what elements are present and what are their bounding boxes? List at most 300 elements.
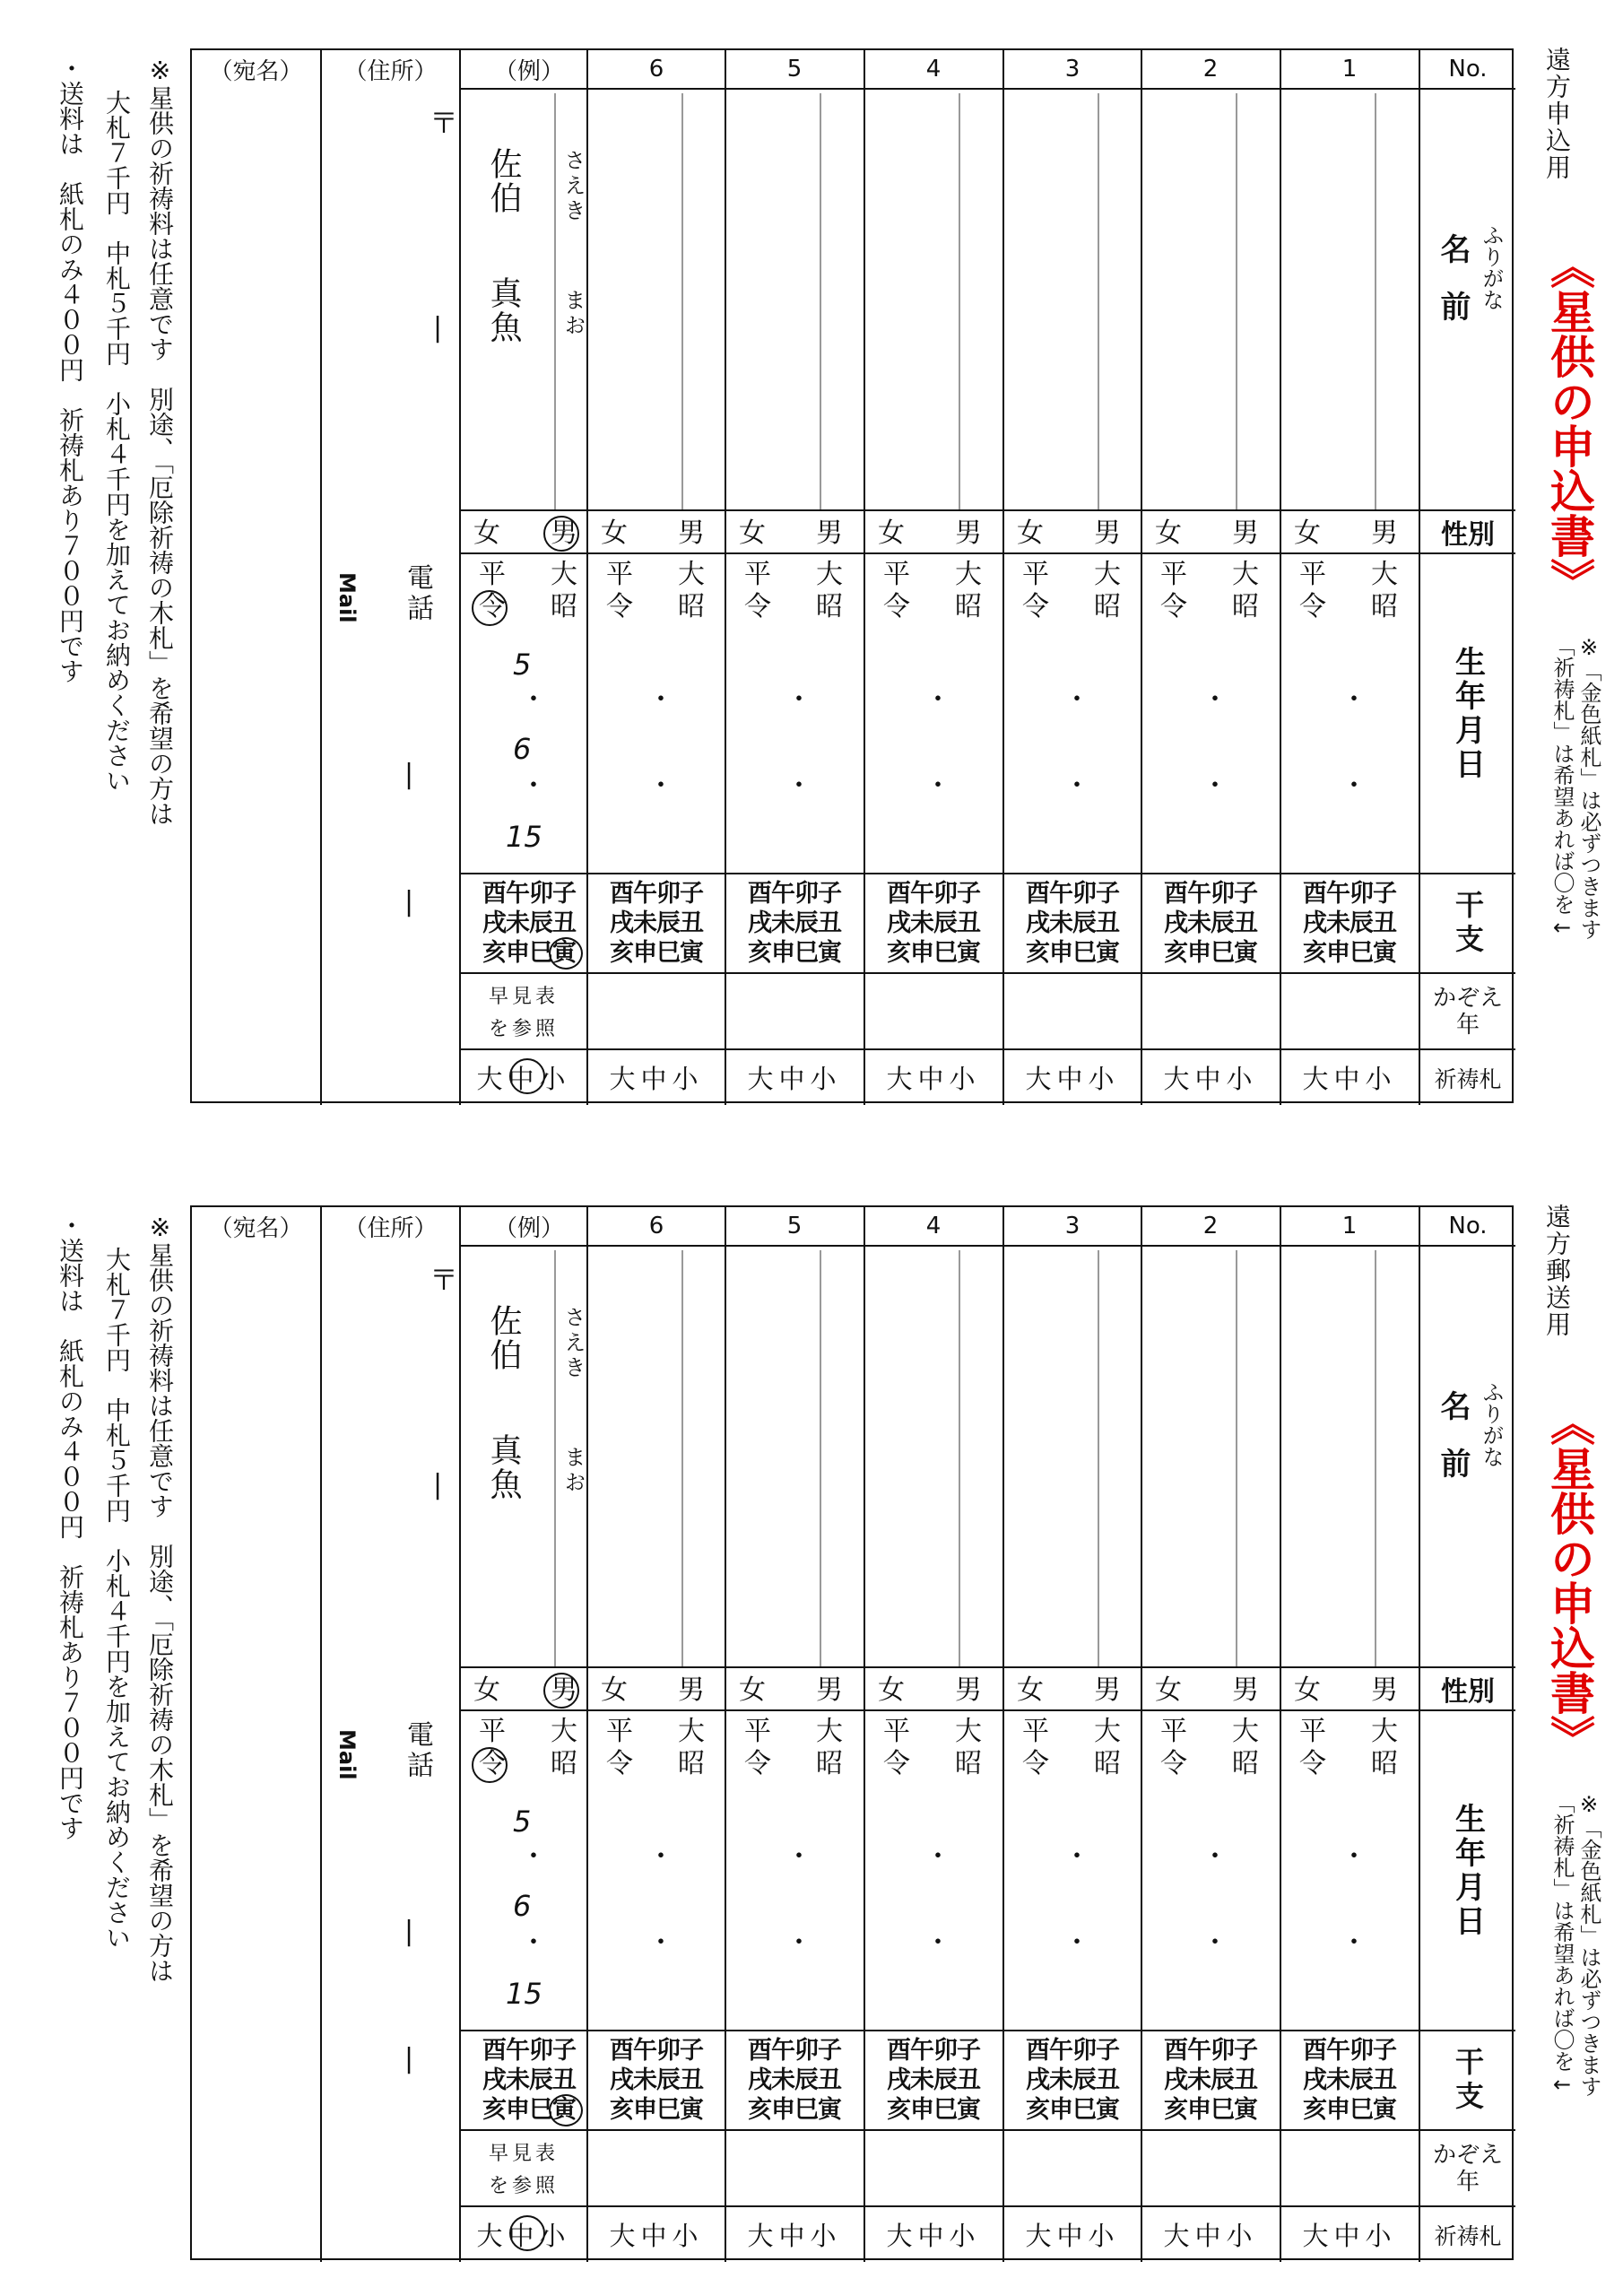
era-taisho[interactable]: 大 xyxy=(1094,559,1121,590)
date-dot-1: ・ xyxy=(520,684,547,716)
birth-field[interactable] xyxy=(1004,554,1141,873)
no-label: No. xyxy=(1448,56,1488,83)
phone-dash-1: | xyxy=(404,1916,414,1947)
name-field[interactable] xyxy=(865,90,1002,509)
era-taisho[interactable]: 大 xyxy=(955,559,982,590)
date-dot-1: ・ xyxy=(1341,684,1367,716)
birth-field[interactable] xyxy=(588,1711,725,2030)
postal-mark: 〒 xyxy=(430,1263,459,1297)
reiwa-selected-circle xyxy=(472,590,508,626)
era-reiwa[interactable]: 令 xyxy=(1160,591,1187,622)
kazoe-note-1: 早見表 xyxy=(488,986,559,1008)
kazoe-field[interactable] xyxy=(1142,974,1279,1048)
column-number: 3 xyxy=(1064,1213,1081,1239)
example-furigana-given: まお xyxy=(560,289,586,339)
era-reiwa[interactable]: 令 xyxy=(744,591,771,622)
era-showa[interactable]: 昭 xyxy=(678,1748,705,1779)
kazoe-field[interactable] xyxy=(865,2131,1002,2205)
example-day: 15 xyxy=(506,1977,542,2011)
addressee-field[interactable] xyxy=(192,88,320,1105)
fee-sizes-note: 大札７千円 中札５千円 小札４千円を加えてお納めください xyxy=(102,1247,132,1950)
column-number: 5 xyxy=(786,56,803,83)
entry-column-4 xyxy=(865,1207,1002,2262)
phone-dash-2: | xyxy=(404,886,414,918)
entry-column-5 xyxy=(726,50,863,1105)
eto-options[interactable] xyxy=(726,874,863,972)
era-showa[interactable]: 昭 xyxy=(551,591,577,622)
example-column xyxy=(461,1207,586,2262)
sex-options xyxy=(461,511,597,552)
sex-male-option[interactable]: 男 xyxy=(816,517,843,549)
eto-options[interactable] xyxy=(865,874,1002,972)
era-heisei[interactable]: 平 xyxy=(744,559,771,590)
prayer-tag-size-options[interactable]: 大中小 xyxy=(1025,2221,1120,2251)
kazoe-field[interactable] xyxy=(1004,974,1141,1048)
sex-male-option[interactable]: 男 xyxy=(955,517,982,549)
era-reiwa[interactable]: 令 xyxy=(1160,1748,1187,1779)
eto-row-3: 亥申巳寅 xyxy=(1026,939,1119,967)
prayer-tag-size-options[interactable]: 大中小 xyxy=(1163,1064,1258,1094)
era-taisho[interactable]: 大 xyxy=(1232,559,1259,590)
eto-options[interactable] xyxy=(1004,874,1141,972)
eto-row-2: 戌未辰丑 xyxy=(1164,909,1257,937)
sex-female-option[interactable]: 女 xyxy=(1017,517,1044,549)
kitoufuda-label: 祈祷札 xyxy=(1434,2222,1502,2249)
sex-male-option[interactable]: 男 xyxy=(678,517,705,549)
example-day: 15 xyxy=(506,820,542,854)
date-dot-2: ・ xyxy=(924,770,951,802)
eto-row-3: 亥申巳寅 xyxy=(1164,939,1257,967)
eto-options[interactable] xyxy=(1281,2031,1418,2129)
column-number: 1 xyxy=(1341,56,1358,83)
mail-label: Mail xyxy=(334,1729,360,1780)
application-table xyxy=(190,1205,1514,2260)
eto-options[interactable] xyxy=(1004,2031,1141,2129)
kazoe-field[interactable] xyxy=(1142,2131,1279,2205)
sex-options xyxy=(1142,1668,1279,1709)
entry-column-1 xyxy=(1281,1207,1418,2262)
eto-row-1: 酉午卯子 xyxy=(1026,880,1119,908)
no-label: No. xyxy=(1448,1213,1488,1239)
eto-row-3: 亥申巳寅 xyxy=(887,2096,980,2124)
phone-label: 電話 xyxy=(402,1720,433,1781)
eto-row-1: 酉午卯子 xyxy=(1164,880,1257,908)
sex-options xyxy=(1281,1668,1418,1709)
sex-male-option[interactable]: 男 xyxy=(955,1674,982,1706)
kazoe-field[interactable] xyxy=(1281,2131,1418,2205)
kazoe-field[interactable] xyxy=(588,2131,725,2205)
era-showa[interactable]: 昭 xyxy=(1371,591,1398,622)
prayer-tag-note: 「祈祷札」は希望あれば〇を← xyxy=(1549,1792,1575,2097)
sex-female-option[interactable]: 女 xyxy=(473,517,500,549)
era-heisei[interactable]: 平 xyxy=(883,1716,910,1747)
column-number: （例） xyxy=(493,1214,564,1242)
era-reiwa[interactable]: 令 xyxy=(883,591,910,622)
name-field[interactable] xyxy=(865,1247,1002,1666)
address-field[interactable] xyxy=(322,1245,459,2262)
era-reiwa[interactable]: 令 xyxy=(883,1748,910,1779)
sex-male-option[interactable]: 男 xyxy=(1232,1674,1259,1706)
sex-female-option[interactable]: 女 xyxy=(1155,1674,1182,1706)
sex-options xyxy=(588,511,725,552)
era-showa[interactable]: 昭 xyxy=(1094,591,1121,622)
eto-options[interactable] xyxy=(1142,874,1279,972)
name-field[interactable] xyxy=(461,1247,597,1666)
sex-options xyxy=(1004,511,1141,552)
eto-options[interactable] xyxy=(461,874,597,972)
eto-row-2: 戌未辰丑 xyxy=(610,909,703,937)
eto-options[interactable] xyxy=(726,2031,863,2129)
date-dot-2: ・ xyxy=(520,1927,547,1959)
entry-column-6 xyxy=(588,1207,725,2262)
mail-label: Mail xyxy=(334,572,360,623)
eto-options[interactable] xyxy=(588,874,725,972)
era-reiwa[interactable]: 令 xyxy=(479,1748,506,1779)
entry-column-2 xyxy=(1142,1207,1279,2262)
eto-row-2: 戌未辰丑 xyxy=(482,909,576,937)
era-heisei[interactable]: 平 xyxy=(479,1716,506,1747)
example-given-name: 真魚 xyxy=(485,1433,522,1501)
furigana-label: ふりがな xyxy=(1479,224,1504,310)
era-showa[interactable]: 昭 xyxy=(551,1748,577,1779)
entry-column-4 xyxy=(865,50,1002,1105)
kazoe-field[interactable] xyxy=(726,974,863,1048)
era-heisei[interactable]: 平 xyxy=(744,1716,771,1747)
kazoe-label: かぞえ年 xyxy=(1432,984,1503,1039)
eto-row-3: 亥申巳寅 xyxy=(610,2096,703,2124)
column-number: 1 xyxy=(1341,1213,1358,1239)
name-field[interactable] xyxy=(461,90,597,509)
era-heisei[interactable]: 平 xyxy=(1160,559,1187,590)
eto-row-1: 酉午卯子 xyxy=(887,880,980,908)
era-showa[interactable]: 昭 xyxy=(955,591,982,622)
name-field[interactable] xyxy=(1142,90,1279,509)
date-dot-2: ・ xyxy=(1063,770,1090,802)
era-reiwa[interactable]: 令 xyxy=(1299,591,1326,622)
eto-row-2: 戌未辰丑 xyxy=(482,2066,576,2094)
prayer-tag-size-options[interactable]: 大中小 xyxy=(747,1064,842,1094)
eto-row-1: 酉午卯子 xyxy=(610,880,703,908)
sex-label: 性別 xyxy=(1441,1676,1495,1708)
birth-field[interactable] xyxy=(726,1711,863,2030)
date-dot-1: ・ xyxy=(785,684,812,716)
date-dot-2: ・ xyxy=(647,1927,674,1959)
era-showa[interactable]: 昭 xyxy=(1232,1748,1259,1779)
column-number: 2 xyxy=(1202,56,1219,83)
example-given-name: 真魚 xyxy=(485,276,522,344)
prayer-tag-size-options[interactable]: 大中小 xyxy=(476,1064,571,1094)
name-field[interactable] xyxy=(726,1247,863,1666)
sex-options xyxy=(1004,1668,1141,1709)
example-furigana-family: さえき xyxy=(560,1306,586,1381)
column-number: 4 xyxy=(925,1213,942,1239)
eto-options[interactable] xyxy=(461,2031,597,2129)
era-heisei[interactable]: 平 xyxy=(1299,559,1326,590)
sex-options xyxy=(588,1668,725,1709)
sex-male-option[interactable]: 男 xyxy=(1371,1674,1398,1706)
sex-options xyxy=(1142,511,1279,552)
era-showa[interactable]: 昭 xyxy=(1094,1748,1121,1779)
eto-options[interactable] xyxy=(588,2031,725,2129)
eto-row-2: 戌未辰丑 xyxy=(748,2066,841,2094)
prayer-tag-size-options[interactable]: 大中小 xyxy=(476,2221,571,2251)
sex-female-option[interactable]: 女 xyxy=(739,517,766,549)
eto-row-1: 酉午卯子 xyxy=(1164,2037,1257,2065)
era-reiwa[interactable]: 令 xyxy=(606,591,633,622)
eto-row-3: 亥申巳寅 xyxy=(1303,939,1396,967)
entry-column-1 xyxy=(1281,50,1418,1105)
sex-female-option[interactable]: 女 xyxy=(739,1674,766,1706)
name-label: 名前 xyxy=(1435,233,1471,348)
sex-options xyxy=(865,1668,1002,1709)
name-field[interactable] xyxy=(1142,1247,1279,1666)
date-dot-1: ・ xyxy=(520,1841,547,1873)
birth-label-cell xyxy=(1420,1711,1515,2030)
date-dot-1: ・ xyxy=(1202,684,1228,716)
era-reiwa[interactable]: 令 xyxy=(479,591,506,622)
birth-field[interactable] xyxy=(1281,554,1418,873)
name-field[interactable] xyxy=(1281,1247,1418,1666)
eto-options[interactable] xyxy=(1142,2031,1279,2129)
name-field[interactable] xyxy=(1004,90,1141,509)
eto-row-1: 酉午卯子 xyxy=(1026,2037,1119,2065)
date-dot-1: ・ xyxy=(924,1841,951,1873)
era-taisho[interactable]: 大 xyxy=(678,1716,705,1747)
birth-field[interactable] xyxy=(588,554,725,873)
entry-column-5 xyxy=(726,1207,863,2262)
sex-male-option[interactable]: 男 xyxy=(551,517,577,549)
era-heisei[interactable]: 平 xyxy=(1022,1716,1049,1747)
era-showa[interactable]: 昭 xyxy=(955,1748,982,1779)
prayer-tag-size-options[interactable]: 大中小 xyxy=(609,2221,704,2251)
example-furigana-family: さえき xyxy=(560,149,586,224)
postal-dash: | xyxy=(433,312,443,344)
eto-row-1: 酉午卯子 xyxy=(482,2037,576,2065)
date-dot-2: ・ xyxy=(520,770,547,802)
fee-note: ※星供の祈祷料は任意です 別途、「厄除祈祷の木札」を希望の方は xyxy=(145,1213,175,1983)
kazoe-note-2: を参照 xyxy=(488,1018,559,1040)
birth-label: 生年月日 xyxy=(1449,645,1486,782)
eto-row-2: 戌未辰丑 xyxy=(610,2066,703,2094)
eto-row-2: 戌未辰丑 xyxy=(1026,909,1119,937)
eto-options[interactable] xyxy=(865,2031,1002,2129)
era-reiwa[interactable]: 令 xyxy=(1022,591,1049,622)
sex-female-option[interactable]: 女 xyxy=(878,517,905,549)
eto-row-1: 酉午卯子 xyxy=(482,880,576,908)
era-taisho[interactable]: 大 xyxy=(1232,1716,1259,1747)
date-dot-1: ・ xyxy=(1063,684,1090,716)
sex-female-option[interactable]: 女 xyxy=(473,1674,500,1706)
era-reiwa[interactable]: 令 xyxy=(1299,1748,1326,1779)
eto-row-3: 亥申巳寅 xyxy=(748,939,841,967)
example-year: 5 xyxy=(513,648,532,682)
example-year: 5 xyxy=(513,1805,532,1839)
era-taisho[interactable]: 大 xyxy=(816,1716,843,1747)
era-heisei[interactable]: 平 xyxy=(479,559,506,590)
sex-female-option[interactable]: 女 xyxy=(878,1674,905,1706)
sex-male-option[interactable]: 男 xyxy=(816,1674,843,1706)
date-dot-2: ・ xyxy=(924,1927,951,1959)
birth-field[interactable] xyxy=(865,554,1002,873)
eto-row-3: 亥申巳寅 xyxy=(610,939,703,967)
birth-field[interactable] xyxy=(726,554,863,873)
eto-row-2: 戌未辰丑 xyxy=(887,909,980,937)
era-reiwa[interactable]: 令 xyxy=(744,1748,771,1779)
furigana-label: ふりがな xyxy=(1479,1381,1504,1467)
prayer-tag-size-options[interactable]: 大中小 xyxy=(886,2221,981,2251)
kazoe-field[interactable] xyxy=(588,974,725,1048)
name-field[interactable] xyxy=(588,1247,725,1666)
addressee-label: （宛名） xyxy=(209,1214,303,1242)
era-taisho[interactable]: 大 xyxy=(1371,1716,1398,1747)
name-label-cell xyxy=(1420,90,1515,509)
prayer-tag-size-options[interactable]: 大中小 xyxy=(1163,2221,1258,2251)
male-selected-circle xyxy=(543,516,579,552)
prayer-tag-size-options[interactable]: 大中小 xyxy=(609,1064,704,1094)
era-taisho[interactable]: 大 xyxy=(816,559,843,590)
medium-selected-circle xyxy=(509,1058,545,1094)
kazoe-field[interactable] xyxy=(726,2131,863,2205)
sex-female-option[interactable]: 女 xyxy=(601,517,628,549)
kazoe-field[interactable] xyxy=(865,974,1002,1048)
sex-male-option[interactable]: 男 xyxy=(1094,517,1121,549)
name-label: 名前 xyxy=(1435,1390,1471,1505)
birth-field[interactable] xyxy=(1142,554,1279,873)
sex-male-option[interactable]: 男 xyxy=(1232,517,1259,549)
column-number: 4 xyxy=(925,56,942,83)
postal-mark: 〒 xyxy=(430,106,459,140)
name-field[interactable] xyxy=(726,90,863,509)
era-showa[interactable]: 昭 xyxy=(1371,1748,1398,1779)
birth-label: 生年月日 xyxy=(1449,1802,1486,1939)
eto-row-2: 戌未辰丑 xyxy=(1303,909,1396,937)
prayer-tag-note: 「祈祷札」は希望あれば〇を← xyxy=(1549,635,1575,940)
era-heisei[interactable]: 平 xyxy=(606,559,633,590)
kazoe-field[interactable] xyxy=(1004,2131,1141,2205)
addressee-field[interactable] xyxy=(192,1245,320,2262)
era-showa[interactable]: 昭 xyxy=(678,591,705,622)
era-showa[interactable]: 昭 xyxy=(816,1748,843,1779)
birth-field[interactable] xyxy=(1004,1711,1141,2030)
sex-female-option[interactable]: 女 xyxy=(601,1674,628,1706)
date-dot-2: ・ xyxy=(1202,1927,1228,1959)
entry-column-3 xyxy=(1004,50,1141,1105)
kazoe-field[interactable] xyxy=(461,974,597,1048)
address-label: （住所） xyxy=(343,57,438,85)
sex-options xyxy=(865,511,1002,552)
column-number: 2 xyxy=(1202,1213,1219,1239)
shipping-note: ・送料は 紙札のみ４００円 祈祷札あり７００円です xyxy=(56,56,85,683)
eto-row-3: 亥申巳寅 xyxy=(482,939,576,967)
column-number: 6 xyxy=(648,1213,664,1239)
entry-column-6 xyxy=(588,50,725,1105)
era-taisho[interactable]: 大 xyxy=(551,1716,577,1747)
example-family-name: 佐伯 xyxy=(485,147,522,215)
form-title: 《星供の申込書》 xyxy=(1543,244,1595,603)
era-heisei[interactable]: 平 xyxy=(1160,1716,1187,1747)
sex-male-option[interactable]: 男 xyxy=(678,1674,705,1706)
sex-female-option[interactable]: 女 xyxy=(1294,1674,1321,1706)
male-selected-circle xyxy=(543,1673,579,1709)
eto-row-1: 酉午卯子 xyxy=(748,880,841,908)
date-dot-1: ・ xyxy=(1341,1841,1367,1873)
sex-female-option[interactable]: 女 xyxy=(1017,1674,1044,1706)
sex-male-option[interactable]: 男 xyxy=(551,1674,577,1706)
kazoe-field[interactable] xyxy=(1281,974,1418,1048)
sex-male-option[interactable]: 男 xyxy=(1094,1674,1121,1706)
addressee-label: （宛名） xyxy=(209,57,303,85)
fee-note: ※星供の祈祷料は任意です 別途、「厄除祈祷の木札」を希望の方は xyxy=(145,56,175,826)
sex-options xyxy=(1281,511,1418,552)
era-reiwa[interactable]: 令 xyxy=(606,1748,633,1779)
eto-row-1: 酉午卯子 xyxy=(1303,2037,1396,2065)
era-showa[interactable]: 昭 xyxy=(1232,591,1259,622)
example-family-name: 佐伯 xyxy=(485,1304,522,1372)
eto-options[interactable] xyxy=(1281,874,1418,972)
date-dot-1: ・ xyxy=(785,1841,812,1873)
birth-field[interactable] xyxy=(865,1711,1002,2030)
entry-column-3 xyxy=(1004,1207,1141,2262)
gold-paper-note: ※「金色紙札」は必ずつきます xyxy=(1576,635,1601,940)
name-field[interactable] xyxy=(1281,90,1418,509)
kazoe-note-2: を参照 xyxy=(488,2175,559,2197)
era-taisho[interactable]: 大 xyxy=(678,559,705,590)
birth-field[interactable] xyxy=(461,1711,597,2030)
name-field[interactable] xyxy=(1004,1247,1141,1666)
name-field[interactable] xyxy=(588,90,725,509)
birth-field[interactable] xyxy=(1142,1711,1279,2030)
eto-row-1: 酉午卯子 xyxy=(1303,880,1396,908)
application-form xyxy=(0,1193,1623,2296)
sex-male-option[interactable]: 男 xyxy=(1371,517,1398,549)
birth-field[interactable] xyxy=(1281,1711,1418,2030)
shipping-note: ・送料は 紙札のみ４００円 祈祷札あり７００円です xyxy=(56,1213,85,1840)
eto-label: 干支 xyxy=(1451,889,1485,958)
era-heisei[interactable]: 平 xyxy=(883,559,910,590)
medium-selected-circle xyxy=(509,2215,545,2251)
era-reiwa[interactable]: 令 xyxy=(1022,1748,1049,1779)
prayer-tag-size-options[interactable]: 大中小 xyxy=(886,1064,981,1094)
sex-options xyxy=(726,1668,863,1709)
prayer-tag-size-options[interactable]: 大中小 xyxy=(747,2221,842,2251)
era-heisei[interactable]: 平 xyxy=(606,1716,633,1747)
era-taisho[interactable]: 大 xyxy=(1094,1716,1121,1747)
prayer-tag-size-options[interactable]: 大中小 xyxy=(1302,1064,1397,1094)
address-field[interactable] xyxy=(322,88,459,1105)
eto-row-1: 酉午卯子 xyxy=(887,2037,980,2065)
prayer-tag-size-options[interactable]: 大中小 xyxy=(1302,2221,1397,2251)
sex-female-option[interactable]: 女 xyxy=(1294,517,1321,549)
date-dot-2: ・ xyxy=(785,1927,812,1959)
example-furigana-given: まお xyxy=(560,1446,586,1496)
side-title-small: 遠方申込用 xyxy=(1542,47,1572,181)
sex-options xyxy=(461,1668,597,1709)
era-taisho[interactable]: 大 xyxy=(551,559,577,590)
eto-row-3: 亥申巳寅 xyxy=(1303,2096,1396,2124)
era-heisei[interactable]: 平 xyxy=(1022,559,1049,590)
kazoe-field[interactable] xyxy=(461,2131,597,2205)
phone-label: 電話 xyxy=(402,563,433,624)
era-showa[interactable]: 昭 xyxy=(816,591,843,622)
eto-row-2: 戌未辰丑 xyxy=(748,909,841,937)
era-heisei[interactable]: 平 xyxy=(1299,1716,1326,1747)
birth-field[interactable] xyxy=(461,554,597,873)
era-taisho[interactable]: 大 xyxy=(955,1716,982,1747)
sex-label: 性別 xyxy=(1441,519,1495,551)
era-taisho[interactable]: 大 xyxy=(1371,559,1398,590)
sex-female-option[interactable]: 女 xyxy=(1155,517,1182,549)
prayer-tag-size-options[interactable]: 大中小 xyxy=(1025,1064,1120,1094)
